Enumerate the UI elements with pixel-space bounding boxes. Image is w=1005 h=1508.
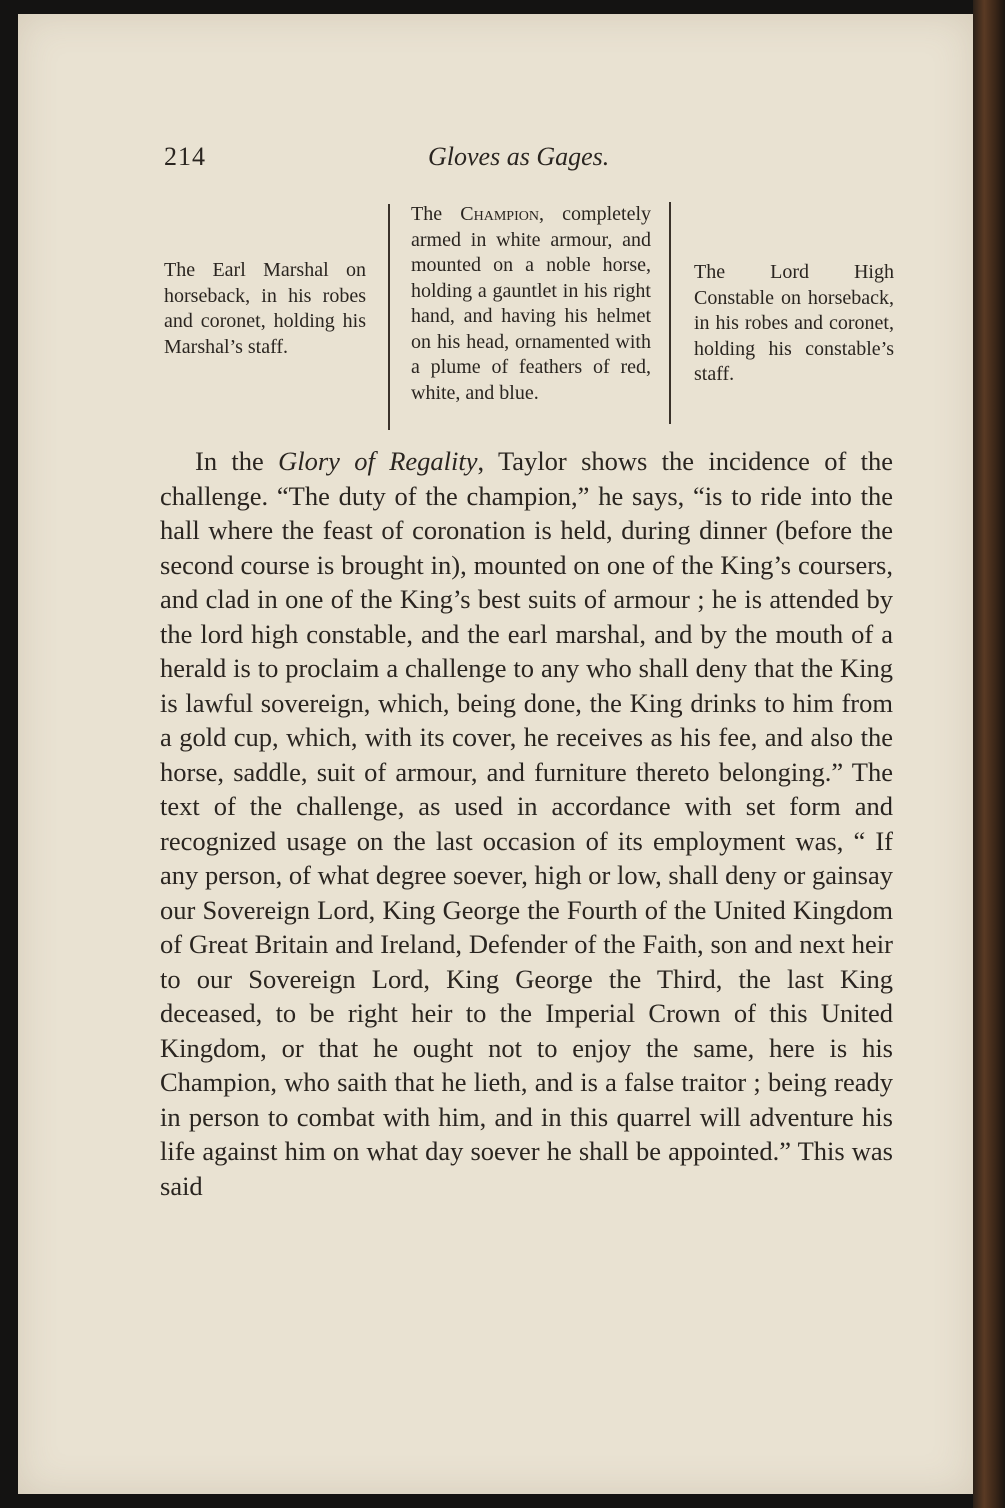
work-title: Glory of Regality <box>278 446 478 476</box>
procession-middle-column <box>411 202 651 406</box>
book-page <box>18 14 973 1494</box>
body-paragraph-block <box>160 444 893 1203</box>
champion-smallcaps: Champion <box>460 203 539 225</box>
page-title: Gloves as Gages. <box>428 142 610 171</box>
procession-columns <box>164 200 897 440</box>
body-paragraph <box>160 444 893 1203</box>
book-spine-edge <box>973 0 1005 1508</box>
body-lead: In the <box>195 446 279 476</box>
body-text: , Taylor shows the incidence of the challenge. “The duty of the champion,” he says, “is to ride into the hall where the feast of coronation is held, during dinner (before the second course is brought in), mounted on one of the King’s coursers, and clad in one of the King’s best suits of armour ; he is attended by the lord high constable, and the earl marshal, and by the mouth of a herald is to proclaim a challenge to any who shall deny that the King is lawful sovereign, which, being done, the King drinks to him from a gold cup, which, with its cover, he receives as his fee, and also the horse, saddle, suit of armour, and furniture thereto belonging.” The text of the challenge, as used in accordance with set form and recognized usage on the last occasion of its employment was, “ If any person, of what degree soever, high or low, shall deny or gainsay our Sovereign Lord, King George the Fourth of the United Kingdom of Great Britain and Ireland, Defender of the Faith, son and next heir to our Sovereign Lord, King George the Third, the last King deceased, to be right heir to the Imperial Crown of this United Kingdom, or that he ought not to enjoy the same, here is his Champion, who saith that he lieth, and is a false traitor ; being ready in person to combat with him, and in this quarrel will adventure his life against him on what day soever he shall be appointed.” This was said <box>160 446 893 1201</box>
running-head <box>164 142 764 182</box>
middle-rest: , completely armed in white armour, and mounted on a noble horse, holding a gauntlet in his right hand, and having his helmet on his head, ornamented with a plume of feathers of red, white, and blue. <box>411 203 652 404</box>
procession-left-column: The Earl Marshal on horseback, in his robes and coronet, holding his Marshal’s staff. <box>164 259 366 358</box>
middle-lead: The <box>411 203 461 225</box>
column-divider-left <box>388 204 390 430</box>
procession-right-column: The Lord High Constable on horseback, in his robes and coronet, holding his constable’s staff. <box>694 261 894 385</box>
column-divider-right <box>669 202 671 424</box>
page-number: 214 <box>164 142 206 171</box>
